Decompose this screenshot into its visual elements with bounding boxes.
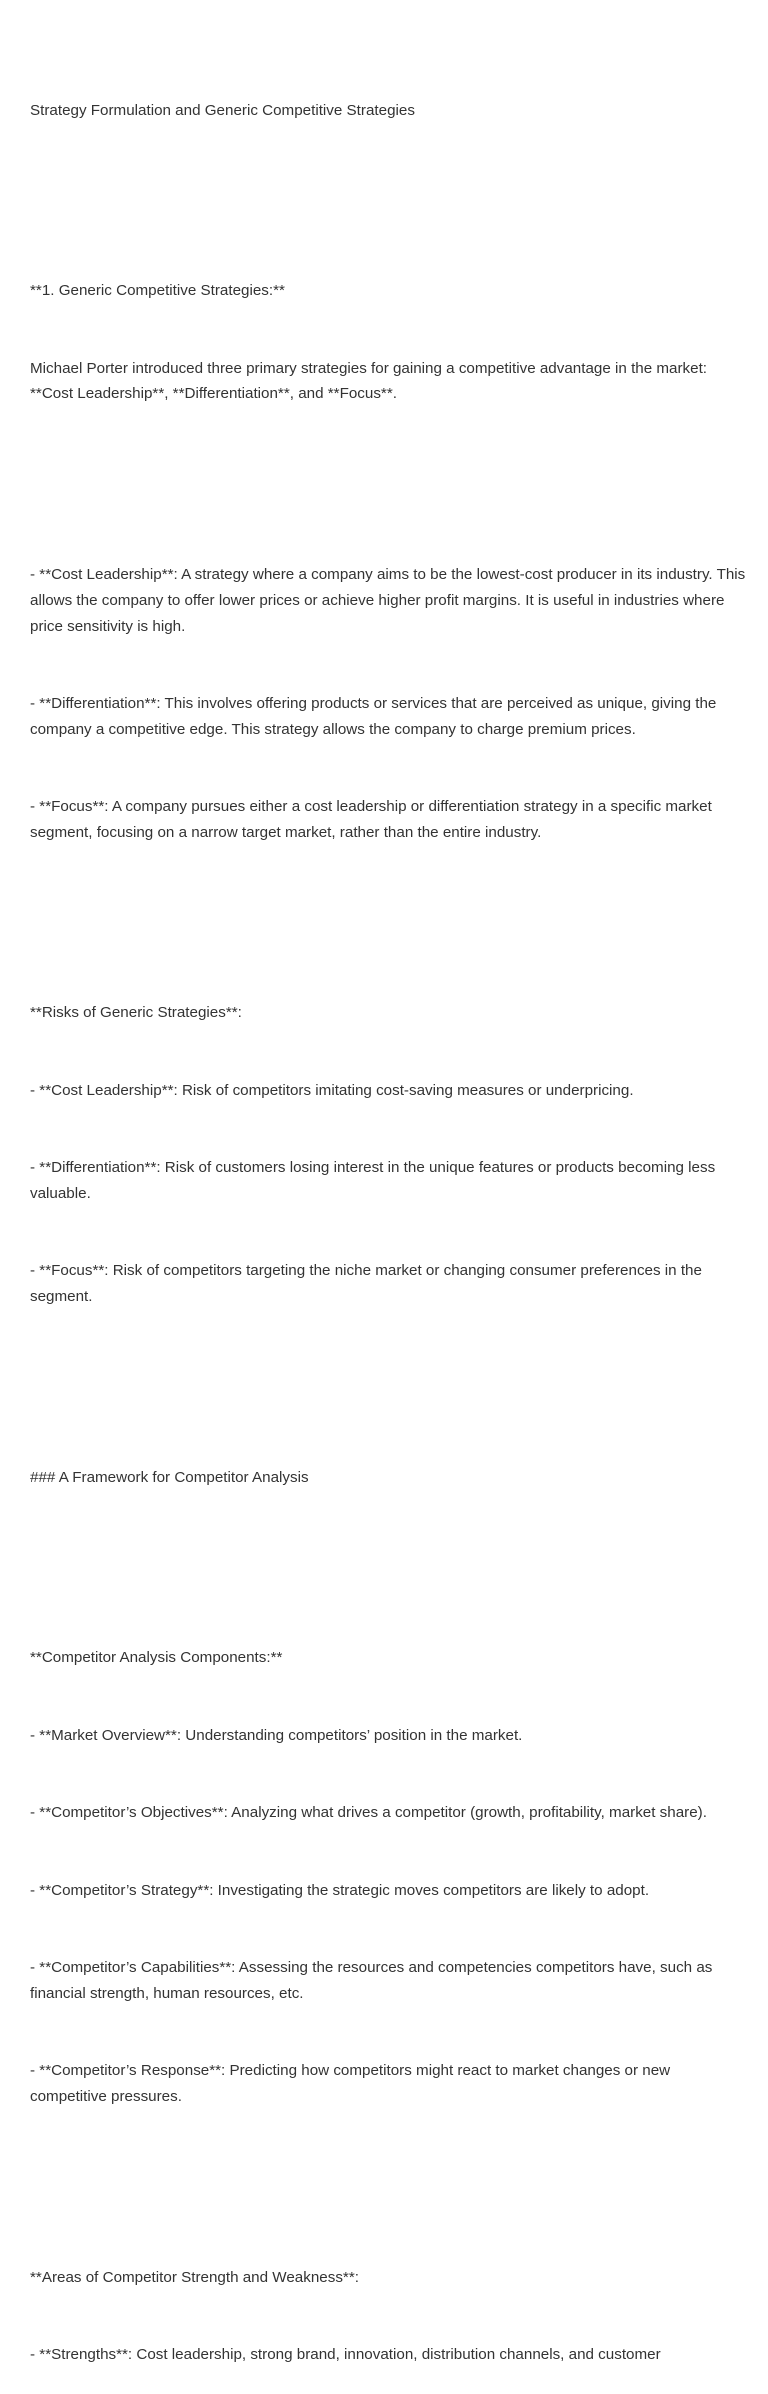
component-item-response: - **Competitor’s Response**: Predicting how competitors might react to market changes or new competitive pressures.	[30, 2062, 675, 2105]
component-item-capabilities: - **Competitor’s Capabilities**: Assessing the resources and competencies competitors have, such as financial strength, human resources, etc.	[30, 1958, 717, 2002]
strategy-item-differentiation: - **Differentiation**: This involves offering products or services that are perceived as unique, giving the company a competitive edge. This strategy allows the company to charge premium prices.	[30, 694, 721, 738]
blank-line	[30, 2161, 746, 2187]
blank-line	[30, 1362, 746, 1388]
risk-item-differentiation: - **Differentiation**: Risk of customers losing interest in the unique features or products becoming less valuable.	[30, 1159, 720, 1203]
risks-heading: **Risks of Generic Strategies**:	[30, 1004, 242, 1022]
section-intro-paragraph: Michael Porter introduced three primary strategies for gaining a competitive advantage in the market: **Cost Leadership**, **Differentiation**, and **Focus**.	[30, 359, 712, 403]
component-item-objectives: - **Competitor’s Objectives**: Analyzing what drives a competitor (growth, profitability, market share).	[30, 1804, 707, 1822]
component-item-strategy: - **Competitor’s Strategy**: Investigating the strategic moves competitors are likely to adopt.	[30, 1881, 650, 1899]
blank-line	[30, 897, 746, 923]
components-heading: **Competitor Analysis Components:**	[30, 1649, 283, 1667]
area-item-strengths: - **Strengths**: Cost leadership, strong brand, innovation, distribution channels, and customer	[30, 2345, 661, 2363]
strategy-item-focus: - **Focus**: A company pursues either a cost leadership or differentiation strategy in a specific market segment, focusing on a narrow target market, rather than the entire industry.	[30, 798, 717, 841]
blank-line	[30, 1542, 746, 1568]
document-title: Strategy Formulation and Generic Competitive Strategies	[30, 101, 415, 119]
blank-line	[30, 459, 746, 485]
strategy-item-cost-leadership: - **Cost Leadership**: A strategy where a company aims to be the lowest-cost producer in its industry. This allows the company to offer lower prices or achieve higher profit margins. It is useful in industries where price sensitivity is high.	[30, 565, 750, 635]
blank-line	[30, 175, 746, 201]
section-heading-generic-strategies: **1. Generic Competitive Strategies:**	[30, 282, 285, 300]
risk-item-cost-leadership: - **Cost Leadership**: Risk of competitors imitating cost-saving measures or underpricing.	[30, 1081, 634, 1099]
framework-heading: ### A Framework for Competitor Analysis	[30, 1468, 309, 1486]
areas-heading: **Areas of Competitor Strength and Weakness**:	[30, 2268, 359, 2286]
document-body	[30, 46, 750, 2394]
risk-item-focus: - **Focus**: Risk of competitors targeting the niche market or changing consumer preferences in the segment.	[30, 1262, 707, 1306]
component-item-market-overview: - **Market Overview**: Understanding competitors’ position in the market.	[30, 1726, 523, 1744]
